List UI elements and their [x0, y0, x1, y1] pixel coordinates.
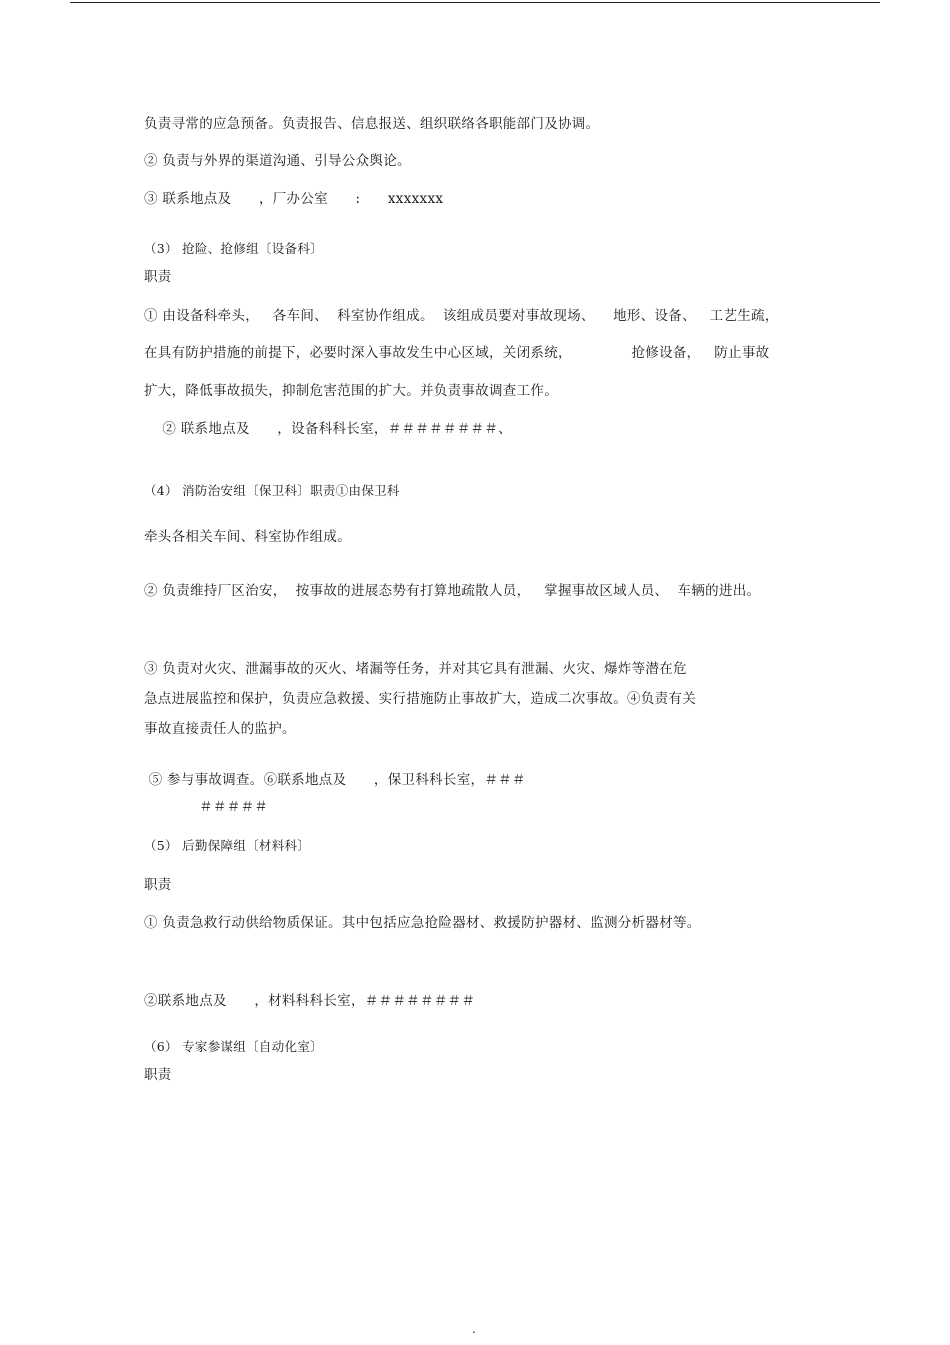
text-line-16: ⑤ 参与事故调查。⑥联系地点及 ，保卫科科长室，＃＃＃ [144, 772, 526, 788]
section-heading-6: （6） 专家参谋组〔自动化室〕 [144, 1039, 323, 1054]
text-line-duty-5: 职责 [144, 877, 172, 893]
text-line-21: ②联系地点及 ，材料科科长室，＃＃＃＃＃＃＃＃ [144, 993, 476, 1009]
text-line-20: ① 负责急救行动供给物质保证。其中包括应急抢险器材、救援防护器材、监测分析器材等。 [144, 915, 701, 931]
section-heading-3: （3） 抢险、抢修组〔设备科〕 [144, 241, 323, 256]
text-line-1: 负责寻常的应急预备。负责报告、信息报送、组织联络各职能部门及协调。 [144, 116, 600, 132]
text-line-duty-3: 职责 [144, 269, 172, 285]
text-line-6: ① 由设备科牵头， 各车间、 科室协作组成。 该组成员要对事故现场、 地形、设备、 工艺生疏， [144, 308, 779, 324]
section-heading-5: （5） 后勤保障组〔材料科〕 [144, 838, 311, 853]
text-line-9: ② 联系地点及 ，设备科科长室，＃＃＃＃＃＃＃＃、 [144, 421, 512, 437]
text-line-12: ② 负责维持厂区治安， 按事故的进展态势有打算地疏散人员， 掌握事故区域人员、 车辆的进出。 [144, 583, 761, 599]
text-line-14: 急点进展监控和保护，负责应急救援、实行措施防止事故扩大，造成二次事故。④负责有关 [144, 691, 696, 707]
text-line-8: 扩大，降低事故损失，抑制危害范围的扩大。并负责事故调查工作。 [144, 383, 558, 399]
text-line-2: ② 负责与外界的渠道沟通、引导公众舆论。 [144, 153, 411, 169]
section-heading-4: （4） 消防治安组〔保卫科〕职责①由保卫科 [144, 483, 400, 498]
text-line-11: 牵头各相关车间、科室协作组成。 [144, 529, 351, 545]
text-line-17: ＃＃＃＃＃ [144, 799, 269, 815]
text-line-15: 事故直接责任人的监护。 [144, 721, 296, 737]
page-footer-mark: . [472, 1322, 476, 1336]
header-rule [70, 2, 880, 3]
text-line-duty-6: 职责 [144, 1067, 172, 1083]
text-line-3: ③ 联系地点及 ，厂办公室 : xxxxxxx [144, 191, 444, 207]
text-line-7: 在具有防护措施的前提下，必要时深入事故发生中心区域，关闭系统， 抢修设备， 防止事故 [144, 345, 770, 361]
text-line-13: ③ 负责对火灾、泄漏事故的灭火、堵漏等任务，并对其它具有泄漏、火灾、爆炸等潜在危 [144, 661, 687, 677]
